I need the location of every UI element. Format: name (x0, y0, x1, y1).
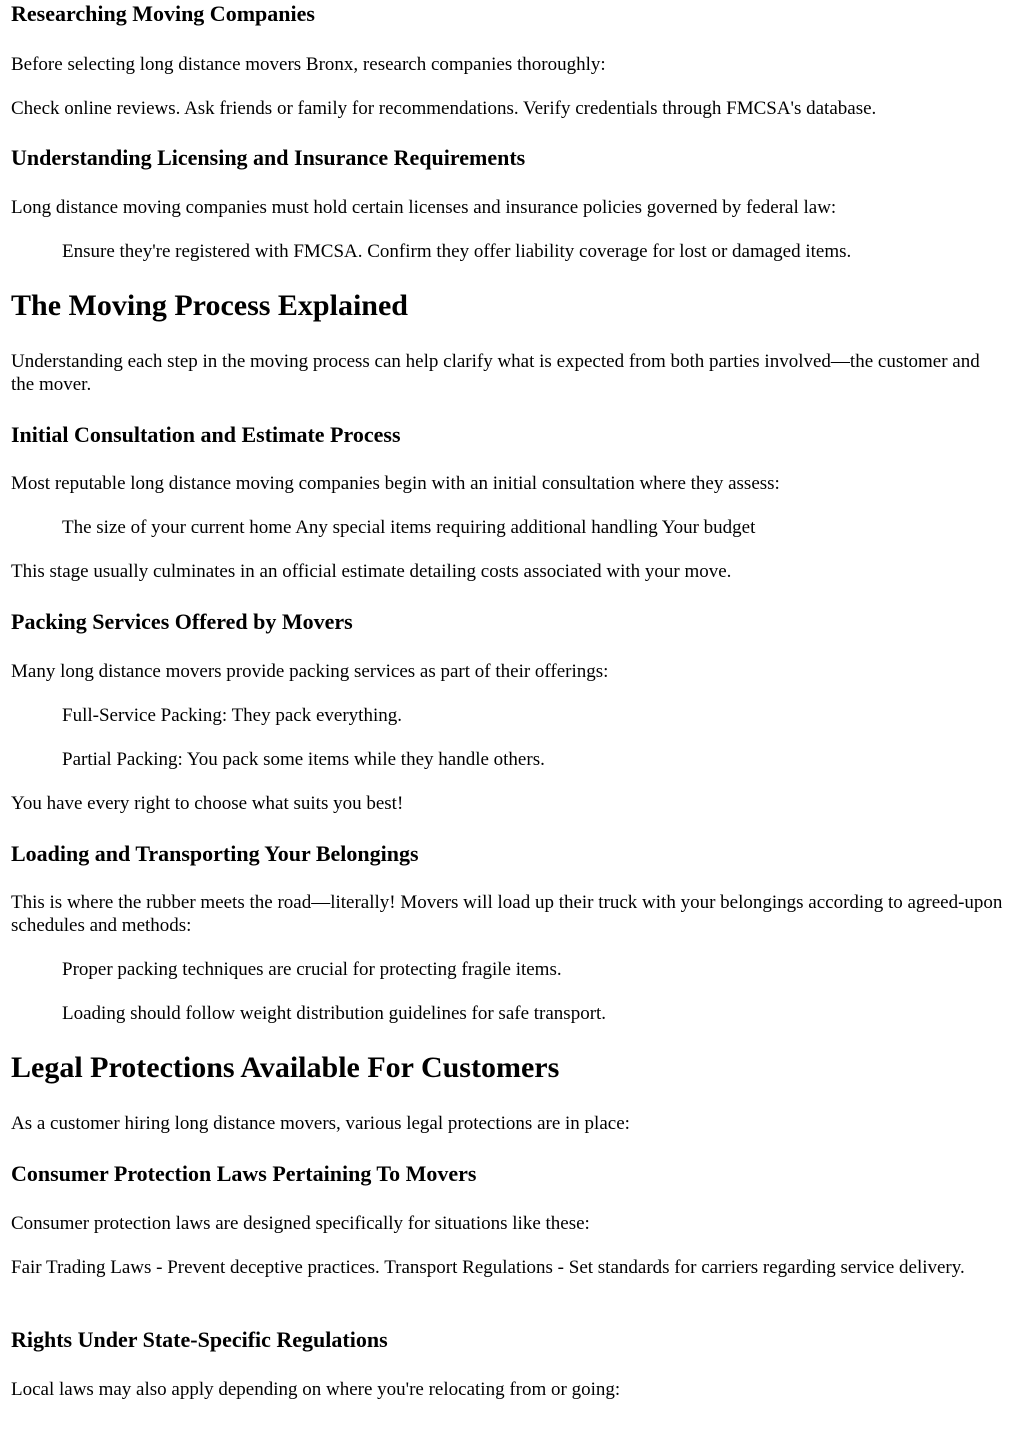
loading-heading: Loading and Transporting Your Belongings (11, 841, 419, 866)
packing-intro: Many long distance movers provide packing services as part of their offerings: (11, 661, 609, 682)
packing-outro: You have every right to choose what suits you best! (11, 793, 404, 814)
researching-heading: Researching Moving Companies (11, 1, 315, 26)
licensing-quote: Ensure they're registered with FMCSA. Confirm they offer liability coverage for lost or damaged items. (62, 241, 852, 262)
researching-intro: Before selecting long distance movers Bronx, research companies thoroughly: (11, 54, 606, 75)
consumer-laws: Fair Trading Laws - Prevent deceptive practices. Transport Regulations - Set standards for carriers regarding service delivery. (11, 1257, 965, 1278)
packing-heading: Packing Services Offered by Movers (11, 609, 353, 634)
legal-heading: Legal Protections Available For Customers (11, 1051, 560, 1084)
loading-tip-weight: Loading should follow weight distribution guidelines for safe transport. (62, 1003, 607, 1024)
consumer-intro: Consumer protection laws are designed specifically for situations like these: (11, 1213, 590, 1234)
legal-intro: As a customer hiring long distance movers, various legal protections are in place: (11, 1113, 630, 1134)
packing-partial: Partial Packing: You pack some items while they handle others. (62, 749, 545, 770)
consumer-heading: Consumer Protection Laws Pertaining To Movers (11, 1161, 477, 1186)
consultation-intro: Most reputable long distance moving companies begin with an initial consultation where they assess: (11, 473, 780, 494)
loading-tip-packing: Proper packing techniques are crucial for protecting fragile items. (62, 959, 562, 980)
process-intro: Understanding each step in the moving process can help clarify what is expected from both parties involved—the customer and the mover. (11, 351, 980, 395)
licensing-intro: Long distance moving companies must hold certain licenses and insurance policies governed by federal law: (11, 197, 837, 218)
researching-tips: Check online reviews. Ask friends or family for recommendations. Verify credentials through FMCSA's database. (11, 98, 877, 119)
packing-full-service: Full-Service Packing: They pack everything. (62, 705, 402, 726)
state-intro: Local laws may also apply depending on where you're relocating from or going: (11, 1379, 621, 1400)
licensing-heading: Understanding Licensing and Insurance Requirements (11, 145, 526, 170)
consultation-outro: This stage usually culminates in an official estimate detailing costs associated with your move. (11, 561, 732, 582)
consultation-heading: Initial Consultation and Estimate Process (11, 422, 401, 447)
process-heading: The Moving Process Explained (11, 289, 408, 322)
loading-intro: This is where the rubber meets the road—literally! Movers will load up their truck with your belongings according to agreed-upon schedules and methods: (11, 892, 1003, 936)
consultation-quote: The size of your current home Any special items requiring additional handling Your budget (62, 517, 756, 538)
state-heading: Rights Under State-Specific Regulations (11, 1327, 388, 1352)
